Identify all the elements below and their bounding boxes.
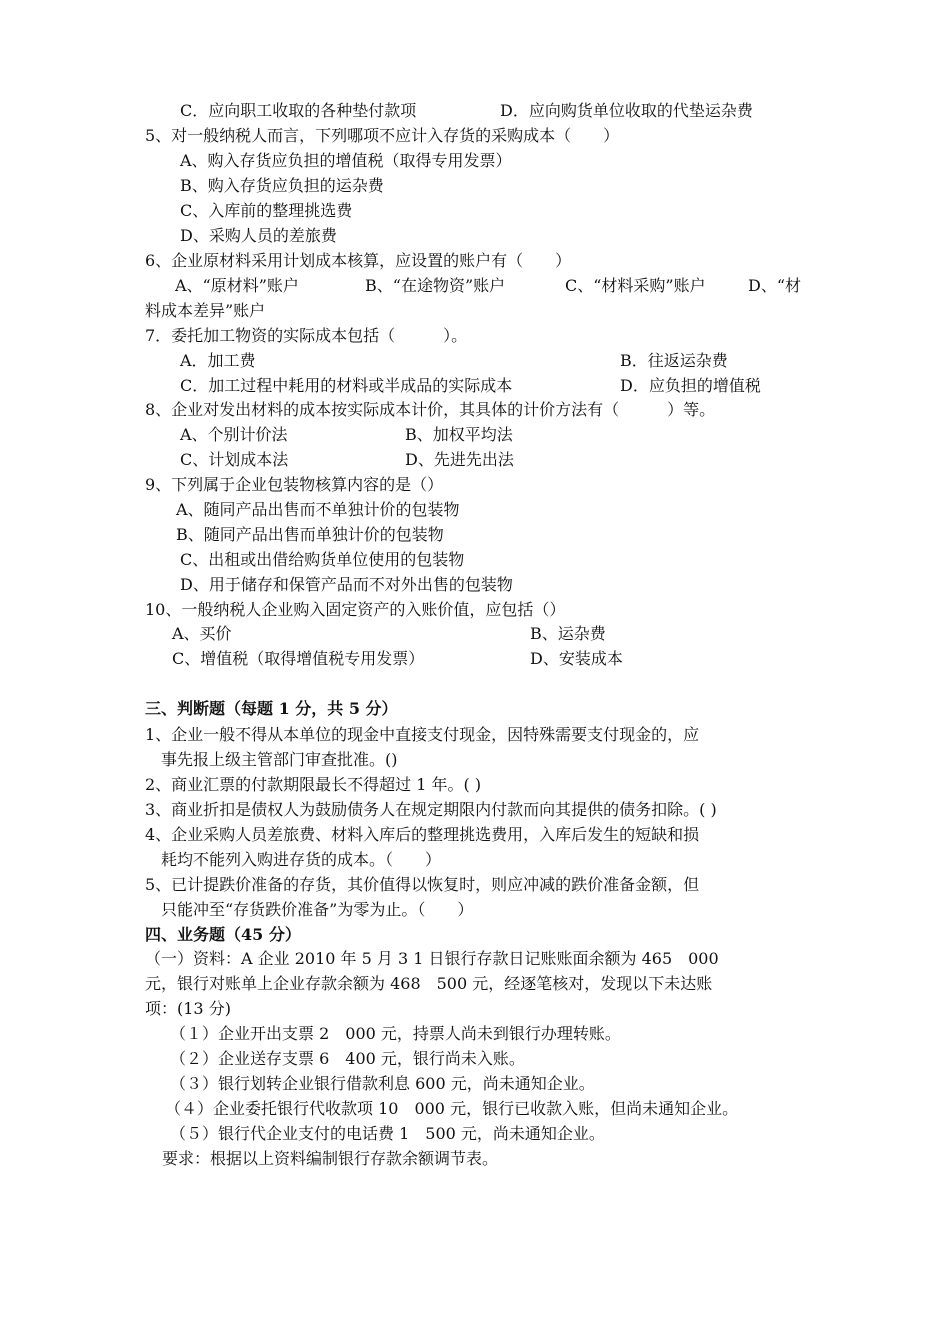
- q6-option-d: D、“材: [748, 276, 802, 295]
- q5-option-b: B、购入存货应负担的运杂费: [180, 176, 384, 195]
- transaction-item-2: （２）企业送存支票 6 400 元，银行尚未入账。: [170, 1049, 525, 1068]
- q7-option-d: D．应负担的增值税: [620, 376, 761, 395]
- section4-heading: 四、业务题（45 分）: [145, 925, 301, 944]
- q7-option-a: A．加工费: [180, 351, 256, 370]
- q10-option-d: D、安装成本: [530, 649, 623, 668]
- section3-heading: 三、判断题（每题 1 分，共 5 分）: [145, 699, 398, 718]
- judgment-item-1: 1、企业一般不得从本单位的现金中直接支付现金，因特殊需要支付现金的，应: [145, 725, 700, 744]
- q10-option-b: B、运杂费: [530, 624, 606, 643]
- q6-option-d-cont: 料成本差异”账户: [145, 301, 266, 320]
- q8-option-a: A、个别计价法: [180, 425, 288, 444]
- judgment-item-5-cont: 只能冲至“存货跌价准备”为零为止。（ ）: [145, 900, 474, 919]
- q7-option-c: C．加工过程中耗用的材料或半成品的实际成本: [180, 376, 513, 395]
- q4-option-c: C．应向职工收取的各种垫付款项: [180, 101, 417, 120]
- q9-option-d: D、用于储存和保管产品而不对外出售的包装物: [180, 575, 513, 594]
- judgment-item-2: 2、商业汇票的付款期限最长不得超过 1 年。( ): [145, 775, 482, 794]
- q4-option-d: D．应向购货单位收取的代垫运杂费: [500, 101, 753, 120]
- judgment-item-4: 4、企业采购人员差旅费、材料入库后的整理挑选费用，入库后发生的短缺和损: [145, 825, 700, 844]
- transaction-item-5: （５）银行代企业支付的电话费 1 500 元，尚未通知企业。: [170, 1124, 605, 1143]
- transaction-item-4: （４）企业委托银行代收款项 10 000 元，银行已收款入账，但尚未通知企业。: [165, 1099, 739, 1118]
- q10-option-c: C、增值税（取得增值税专用发票）: [172, 649, 425, 668]
- judgment-item-4-cont: 耗均不能列入购进存货的成本。（ ）: [145, 850, 442, 869]
- q9-option-b: B、随同产品出售而单独计价的包装物: [176, 525, 444, 544]
- q10-option-a: A、买价: [172, 624, 232, 643]
- transaction-item-3: （３）银行划转企业银行借款利息 600 元，尚未通知企业。: [170, 1074, 595, 1093]
- judgment-item-1-cont: 事先报上级主管部门审查批准。(): [145, 750, 398, 769]
- q6-option-a: A、“原材料”账户: [175, 276, 299, 295]
- section4-para-line3: 项：(13 分): [145, 999, 231, 1018]
- q9-stem: 9、下列属于企业包装物核算内容的是（）: [145, 475, 444, 494]
- section4-para-line1: （一）资料：A 企业 2010 年 5 月 3 1 日银行存款日记账账面余额为 465 000: [145, 949, 719, 968]
- q7-stem: 7．委托加工物资的实际成本包括（ ）。: [145, 326, 468, 345]
- q9-option-c: C、出租或出借给购货单位使用的包装物: [180, 550, 465, 569]
- q5-stem: 5、对一般纳税人而言，下列哪项不应计入存货的采购成本（ ）: [145, 126, 620, 145]
- q6-stem: 6、企业原材料采用计划成本核算，应设置的账户有（ ）: [145, 251, 572, 270]
- q5-option-a: A、购入存货应负担的增值税（取得专用发票）: [180, 151, 512, 170]
- q9-option-a: A、随同产品出售而不单独计价的包装物: [176, 500, 460, 519]
- requirement-text: 要求：根据以上资料编制银行存款余额调节表。: [162, 1149, 499, 1168]
- q8-option-b: B、加权平均法: [405, 425, 513, 444]
- q6-option-b: B、“在途物资”账户: [365, 276, 506, 295]
- q8-option-d: D、先进先出法: [405, 450, 514, 469]
- q8-option-c: C、计划成本法: [180, 450, 289, 469]
- q10-stem: 10、一般纳税人企业购入固定资产的入账价值，应包括（）: [145, 600, 566, 619]
- q6-option-c: C、“材料采购”账户: [565, 276, 706, 295]
- q5-option-c: C、入库前的整理挑选费: [180, 201, 353, 220]
- q7-option-b: B．往返运杂费: [620, 351, 728, 370]
- judgment-item-5: 5、已计提跌价准备的存货，其价值得以恢复时，则应冲减的跌价准备金额，但: [145, 875, 700, 894]
- transaction-item-1: （１）企业开出支票 2 000 元，持票人尚未到银行办理转账。: [170, 1024, 621, 1043]
- section4-para-line2: 元，银行对账单上企业存款余额为 468 500 元，经逐笔核对，发现以下未达账: [145, 974, 713, 993]
- q8-stem: 8、企业对发出材料的成本按实际成本计价，其具体的计价方法有（ ）等。: [145, 400, 716, 419]
- judgment-item-3: 3、商业折扣是债权人为鼓励债务人在规定期限内付款而向其提供的债务扣除。( ): [145, 800, 717, 819]
- q5-option-d: D、采购人员的差旅费: [180, 226, 337, 245]
